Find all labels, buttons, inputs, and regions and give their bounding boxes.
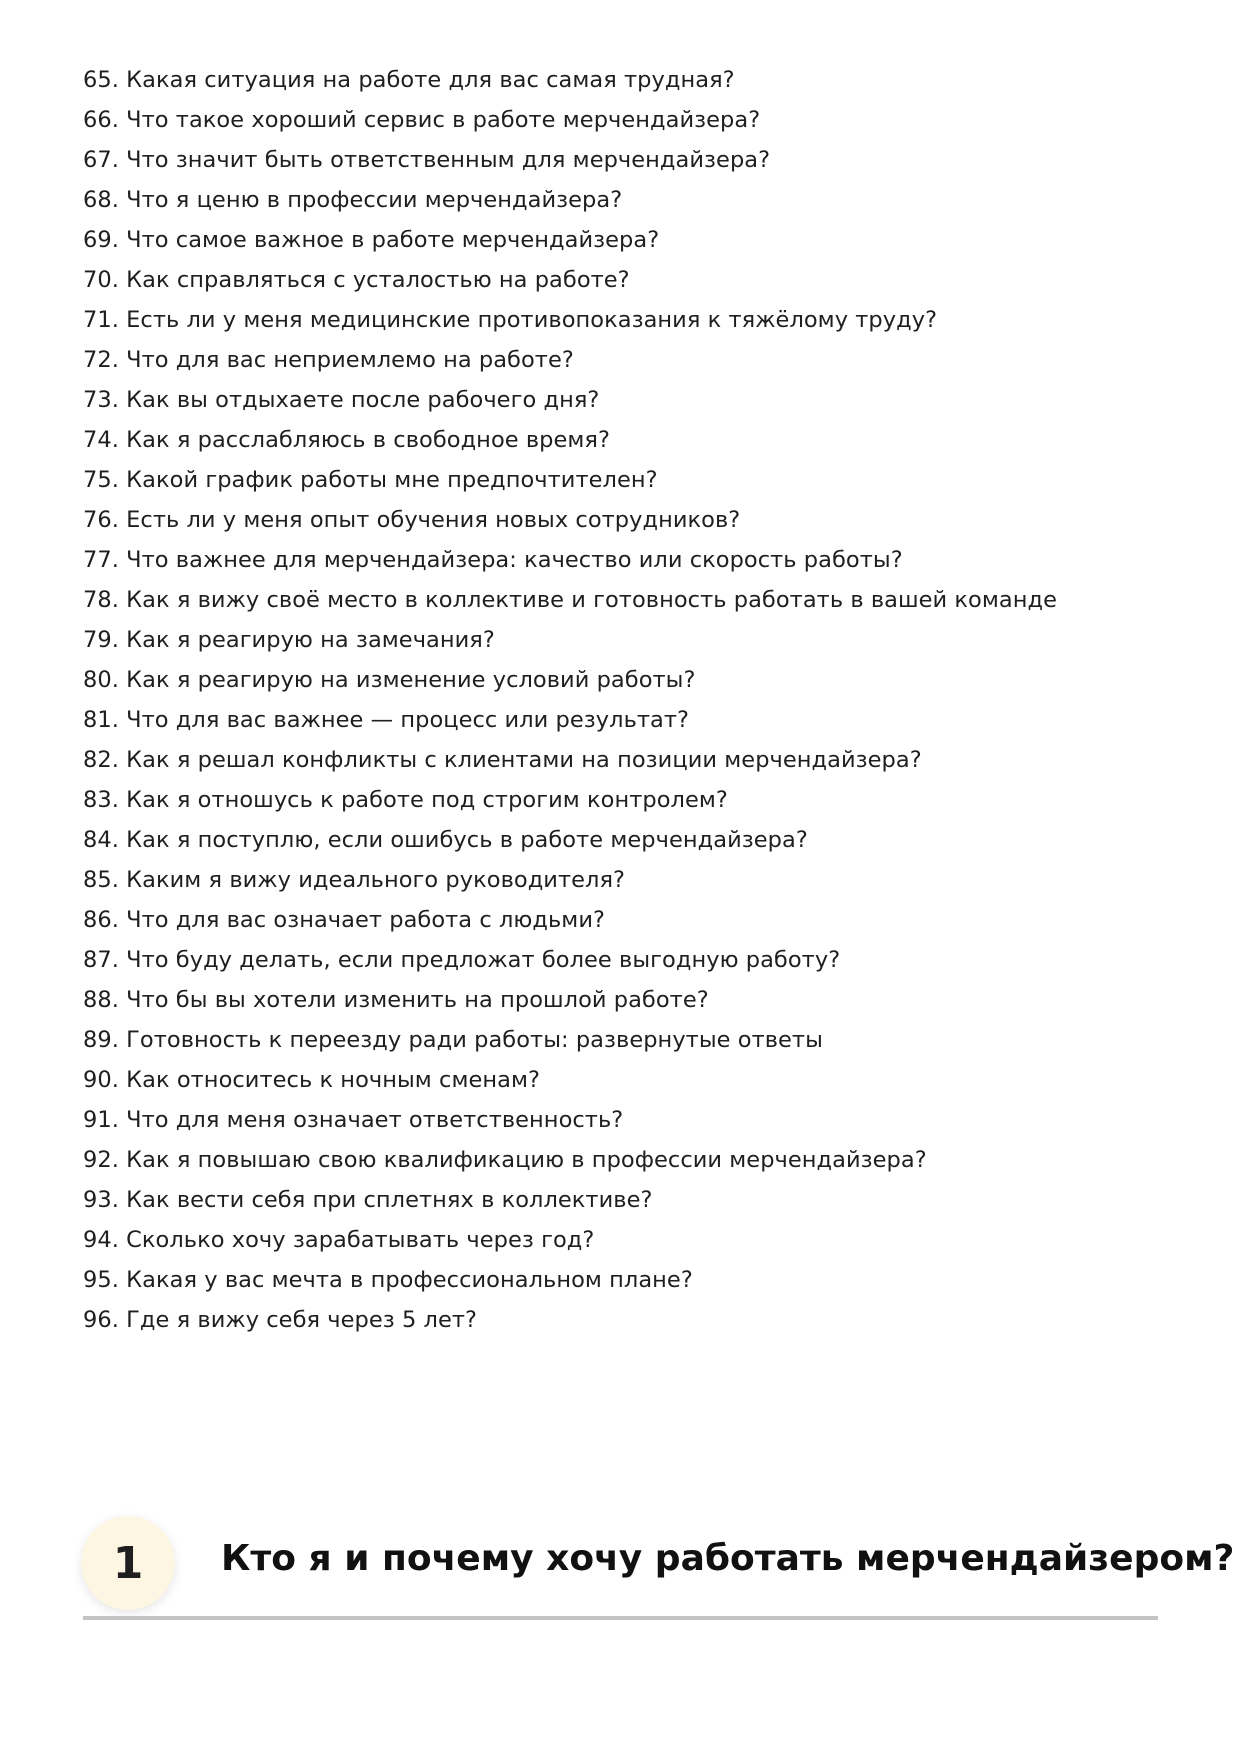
question-list xyxy=(83,60,1057,1340)
question-item: 76. Есть ли у меня опыт обучения новых сотрудников? xyxy=(83,507,741,533)
question-item: 90. Как относитесь к ночным сменам? xyxy=(83,1067,540,1093)
question-item: 82. Как я решал конфликты с клиентами на позиции мерчендайзера? xyxy=(83,747,922,773)
question-item: 75. Какой график работы мне предпочтителен? xyxy=(83,467,658,493)
question-item: 86. Что для вас означает работа с людьми? xyxy=(83,907,605,933)
question-item: 68. Что я ценю в профессии мерчендайзера? xyxy=(83,187,623,213)
question-item: 93. Как вести себя при сплетнях в коллективе? xyxy=(83,1187,653,1213)
question-item: 78. Как я вижу своё место в коллективе и готовность работать в вашей команде xyxy=(83,587,1057,613)
question-item: 72. Что для вас неприемлемо на работе? xyxy=(83,347,574,373)
question-item: 73. Как вы отдыхаете после рабочего дня? xyxy=(83,387,600,413)
question-item: 80. Как я реагирую на изменение условий работы? xyxy=(83,667,696,693)
question-item: 89. Готовность к переезду ради работы: развернутые ответы xyxy=(83,1027,823,1053)
question-item: 71. Есть ли у меня медицинские противопоказания к тяжёлому труду? xyxy=(83,307,938,333)
question-item: 87. Что буду делать, если предложат более выгодную работу? xyxy=(83,947,841,973)
question-item: 70. Как справляться с усталостью на работе? xyxy=(83,267,630,293)
question-item: 77. Что важнее для мерчендайзера: качество или скорость работы? xyxy=(83,547,903,573)
section-number-badge: 1 xyxy=(81,1516,175,1610)
question-item: 88. Что бы вы хотели изменить на прошлой работе? xyxy=(83,987,709,1013)
question-item: 95. Какая у вас мечта в профессиональном плане? xyxy=(83,1267,693,1293)
question-item: 83. Как я отношусь к работе под строгим контролем? xyxy=(83,787,728,813)
question-item: 84. Как я поступлю, если ошибусь в работе мерчендайзера? xyxy=(83,827,808,853)
question-item: 66. Что такое хороший сервис в работе мерчендайзера? xyxy=(83,107,761,133)
question-item: 81. Что для вас важнее — процесс или результат? xyxy=(83,707,690,733)
question-item: 96. Где я вижу себя через 5 лет? xyxy=(83,1307,478,1333)
question-item: 65. Какая ситуация на работе для вас самая трудная? xyxy=(83,67,735,93)
question-item: 91. Что для меня означает ответственность? xyxy=(83,1107,624,1133)
question-item: 92. Как я повышаю свою квалификацию в профессии мерчендайзера? xyxy=(83,1147,927,1173)
question-item: 67. Что значит быть ответственным для мерчендайзера? xyxy=(83,147,771,173)
section-heading xyxy=(80,1516,1235,1616)
question-item: 85. Каким я вижу идеального руководителя? xyxy=(83,867,626,893)
section-divider xyxy=(83,1616,1158,1620)
question-item: 79. Как я реагирую на замечания? xyxy=(83,627,495,653)
question-item: 74. Как я расслабляюсь в свободное время? xyxy=(83,427,610,453)
section-title: Кто я и почему хочу работать мерчендайзером? xyxy=(221,1538,1235,1579)
question-item: 69. Что самое важное в работе мерчендайзера? xyxy=(83,227,660,253)
question-item: 94. Сколько хочу зарабатывать через год? xyxy=(83,1227,595,1253)
